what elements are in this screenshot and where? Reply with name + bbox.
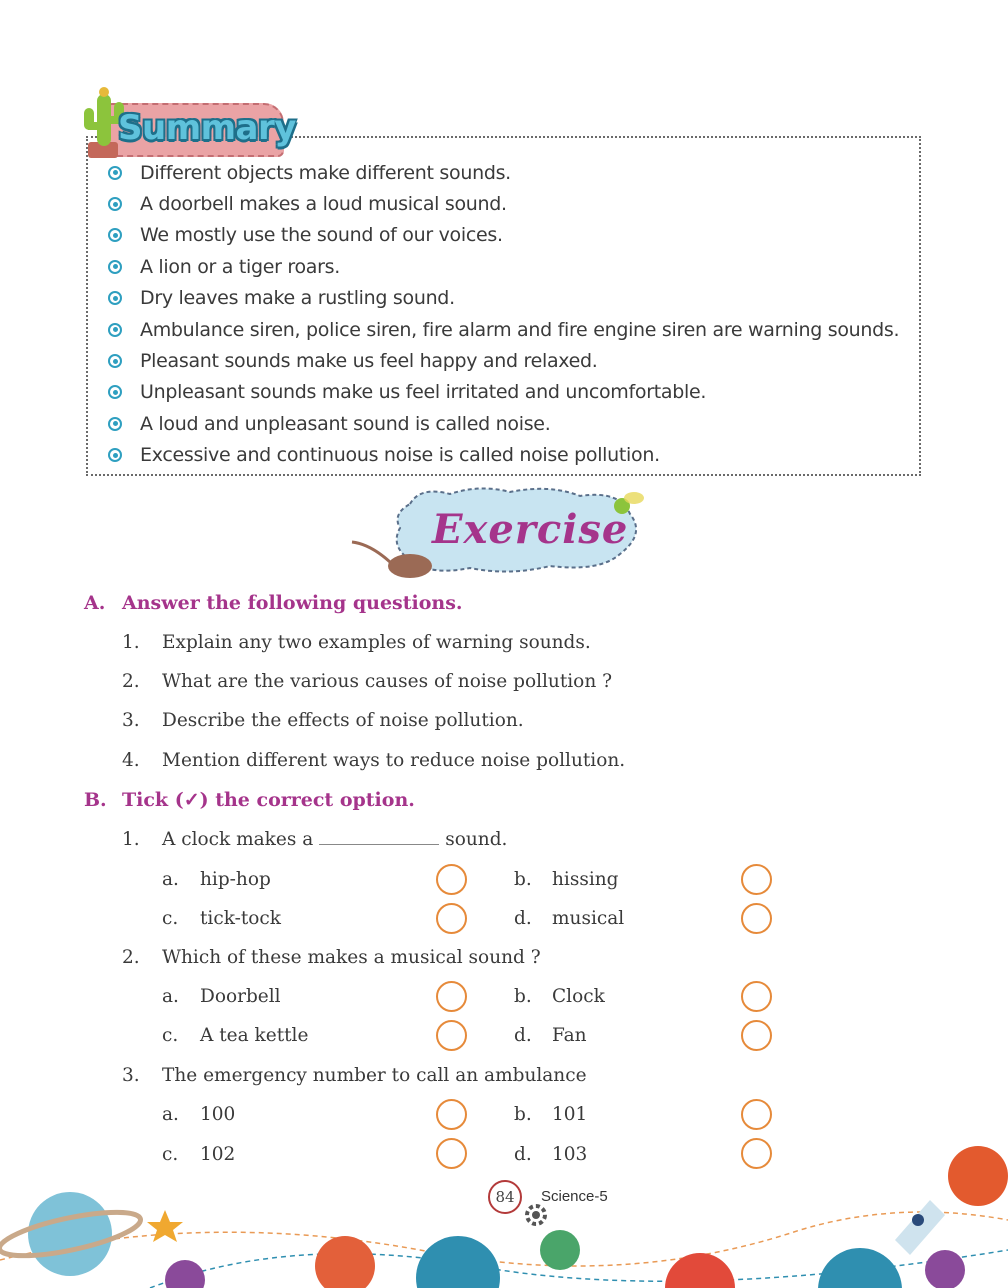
question-text: Mention different ways to reduce noise pollution. [162,750,626,771]
option-letter: c. [162,908,179,929]
summary-list [106,157,899,471]
question-text: Explain any two examples of warning sounds. [162,632,591,653]
option-letter: c. [162,1144,179,1165]
option-letter: c. [162,1025,179,1046]
question-number: 1. [122,632,140,653]
section-heading-text: Answer the following questions. [122,592,463,614]
bullet-icon [108,354,122,368]
option-text: 100 [200,1104,236,1125]
summary-item-text: We mostly use the sound of our voices. [140,224,503,247]
summary-item [106,283,899,314]
summary-item-text: A loud and unpleasant sound is called noise. [140,412,551,435]
option-text: A tea kettle [200,1025,309,1046]
question-text: Describe the effects of noise pollution. [162,710,524,731]
option-d-checkbox[interactable] [741,903,772,934]
option-b-checkbox[interactable] [741,864,772,895]
question-text: What are the various causes of noise pollution ? [162,671,613,692]
option-a-checkbox[interactable] [436,1099,467,1130]
bullet-icon [108,417,122,431]
section-a-heading [84,592,463,614]
question-item [122,632,591,653]
summary-item-text: A doorbell makes a loud musical sound. [140,193,507,216]
question-item [122,710,524,731]
summary-item [106,220,899,251]
summary-item [106,157,899,188]
section-heading-text: Tick (✓) the correct option. [122,789,415,811]
option-letter: b. [514,1104,532,1125]
option-c-checkbox[interactable] [436,903,467,934]
question-item [122,750,625,771]
option-c [162,1025,308,1046]
option-a [162,869,271,890]
summary-item-text: A lion or a tiger roars. [140,255,341,278]
summary-item-text: Ambulance siren, police siren, fire alarm and fire engine siren are warning sounds. [140,318,900,341]
option-letter: d. [514,1144,532,1165]
question-number: 3. [122,1065,140,1086]
option-d-checkbox[interactable] [741,1020,772,1051]
question-number: 1. [122,829,140,850]
summary-item [106,440,899,471]
option-letter: d. [514,1025,532,1046]
option-b-checkbox[interactable] [741,981,772,1012]
bullet-icon [108,385,122,399]
summary-item-text: Pleasant sounds make us feel happy and relaxed. [140,350,598,373]
bullet-icon [108,448,122,462]
option-a [162,986,281,1007]
question-text: A clock makes a [162,829,314,850]
summary-title: Summary [118,108,296,148]
summary-item [106,377,899,408]
option-text: Fan [552,1025,587,1046]
option-c-checkbox[interactable] [436,1020,467,1051]
summary-item-text: Different objects make different sounds. [140,161,511,184]
section-letter: A. [84,592,106,614]
option-letter: d. [514,908,532,929]
fill-blank [319,829,439,845]
bullet-icon [108,323,122,337]
space-decoration-icon [0,1140,1008,1288]
option-text: 103 [552,1144,588,1165]
option-text: Clock [552,986,605,1007]
summary-item [106,345,899,376]
option-b-checkbox[interactable] [741,1099,772,1130]
question-item [122,829,507,850]
summary-item-text: Dry leaves make a rustling sound. [140,287,455,310]
option-a [162,1104,235,1125]
option-b [514,986,605,1007]
book-name: Science-5 [541,1188,608,1205]
option-c [162,908,281,929]
summary-item [106,251,899,282]
option-text: hissing [552,869,619,890]
question-text-after: sound. [445,829,508,850]
option-text: 102 [200,1144,236,1165]
option-text: 101 [552,1104,588,1125]
option-text: tick-tock [200,908,281,929]
option-b [514,1104,587,1125]
summary-item [106,188,899,219]
option-letter: b. [514,986,532,1007]
summary-item-text: Excessive and continuous noise is called noise pollution. [140,444,660,467]
option-letter: a. [162,986,179,1007]
bullet-icon [108,228,122,242]
exercise-title: Exercise [432,506,629,553]
option-letter: a. [162,1104,179,1125]
question-item [122,1065,587,1086]
bullet-icon [108,260,122,274]
summary-item-text: Unpleasant sounds make us feel irritated and uncomfortable. [140,381,707,404]
question-item [122,671,612,692]
option-a-checkbox[interactable] [436,981,467,1012]
question-text: The emergency number to call an ambulance [162,1065,587,1086]
option-a-checkbox[interactable] [436,864,467,895]
section-letter: B. [84,789,107,811]
section-b-heading [84,789,415,811]
bullet-icon [108,166,122,180]
question-item [122,947,541,968]
option-text: musical [552,908,625,929]
question-number: 4. [122,750,140,771]
question-text: Which of these makes a musical sound ? [162,947,541,968]
option-text: Doorbell [200,986,281,1007]
question-number: 2. [122,947,140,968]
summary-item [106,408,899,439]
option-d [514,1025,587,1046]
bullet-icon [108,291,122,305]
option-letter: b. [514,869,532,890]
option-text: hip-hop [200,869,271,890]
option-d [514,908,624,929]
question-number: 3. [122,710,140,731]
bullet-icon [108,197,122,211]
option-b [514,869,619,890]
option-letter: a. [162,869,179,890]
page-number: 84 [488,1180,522,1214]
summary-item [106,314,899,345]
question-number: 2. [122,671,140,692]
